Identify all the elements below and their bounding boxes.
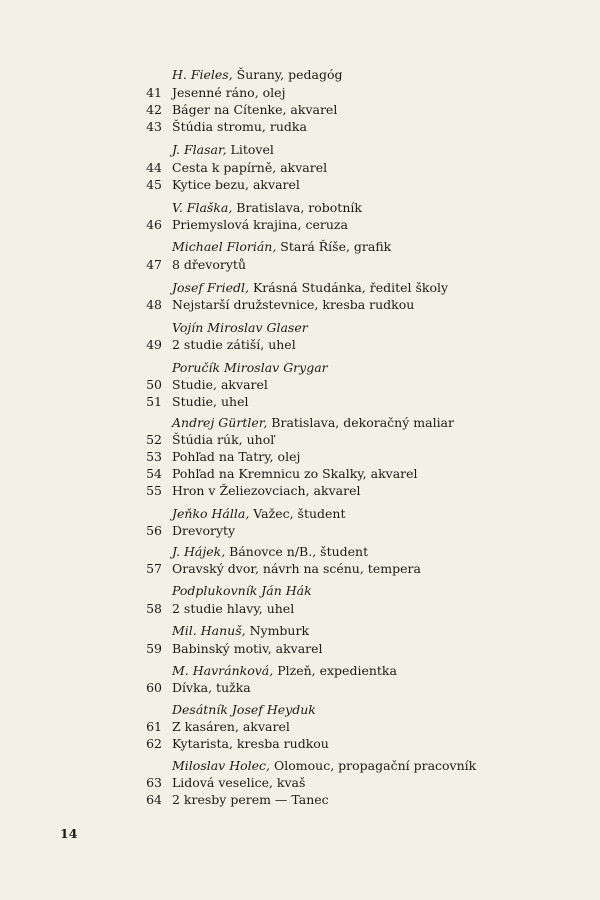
author-line — [172, 582, 312, 599]
work-title: Cesta k papírně, akvarel — [172, 160, 328, 175]
catalog-number: 44 — [146, 160, 162, 175]
author-line — [172, 757, 476, 774]
page-number: 14 — [60, 826, 78, 841]
author-line — [172, 622, 309, 639]
author-name: Andrej Gürtler, — [172, 415, 268, 430]
catalog-number: 62 — [146, 736, 162, 751]
work-title: 2 studie hlavy, uhel — [172, 601, 295, 616]
work-title: 2 kresby perem — Tanec — [172, 792, 329, 807]
catalog-number: 54 — [146, 466, 162, 481]
author-line — [172, 701, 316, 718]
author-name: V. Flaška, — [172, 200, 233, 215]
catalog-number: 49 — [146, 337, 162, 352]
author-details: Litovel — [226, 142, 274, 157]
author-name: Podplukovník Ján Hák — [172, 583, 312, 598]
author-line — [172, 319, 308, 336]
author-line — [172, 199, 362, 216]
catalog-number: 58 — [146, 601, 162, 616]
author-name: H. Fieles, — [172, 67, 233, 82]
work-title: Studie, akvarel — [172, 377, 268, 392]
work-title: Pohľad na Kremnicu zo Skalky, akvarel — [172, 466, 418, 481]
author-name: Mil. Hanuš, — [172, 623, 246, 638]
work-title: Pohľad na Tatry, olej — [172, 449, 301, 464]
author-details: Olomouc, propagační pracovník — [270, 758, 477, 773]
work-title: Štúdia stromu, rudka — [172, 119, 307, 134]
author-details: Nymburk — [245, 623, 310, 638]
author-line — [172, 662, 397, 679]
author-details: Krásná Studánka, ředitel školy — [248, 280, 449, 295]
author-name: Poručík Miroslav Grygar — [172, 360, 328, 375]
work-title: Báger na Cítenke, akvarel — [172, 102, 338, 117]
author-name: M. Havránková, — [172, 663, 274, 678]
work-title: Z kasáren, akvarel — [172, 719, 290, 734]
catalog-number: 45 — [146, 177, 162, 192]
work-title: Babinský motiv, akvarel — [172, 641, 323, 656]
work-title: Priemyslová krajina, ceruza — [172, 217, 348, 232]
work-title: Oravský dvor, návrh na scénu, tempera — [172, 561, 421, 576]
author-details: Bratislava, robotník — [232, 200, 362, 215]
author-details: Bánovce n/B., študent — [225, 544, 369, 559]
author-name: Desátník Josef Heyduk — [172, 702, 316, 717]
work-title: Hron v Želiezovciach, akvarel — [172, 483, 361, 498]
author-details: Bratislava, dekoračný maliar — [267, 415, 454, 430]
author-line — [172, 279, 448, 296]
author-name: Michael Florián, — [172, 239, 277, 254]
author-details: Stará Říše, grafik — [276, 239, 392, 254]
author-line — [172, 414, 454, 431]
catalog-number: 55 — [146, 483, 162, 498]
author-line — [172, 543, 368, 560]
catalog-number: 47 — [146, 257, 162, 272]
catalog-number: 53 — [146, 449, 162, 464]
work-title: Dívka, tužka — [172, 680, 251, 695]
work-title: Kytice bezu, akvarel — [172, 177, 300, 192]
author-line — [172, 66, 343, 83]
author-name: Josef Friedl, — [172, 280, 249, 295]
work-title: 8 dřevorytů — [172, 257, 246, 272]
author-line — [172, 238, 391, 255]
catalog-number: 43 — [146, 119, 162, 134]
catalog-number: 61 — [146, 719, 162, 734]
author-name: Vojín Miroslav Glaser — [172, 320, 308, 335]
work-title: Nejstarší družstevnice, kresba rudkou — [172, 297, 415, 312]
catalog-number: 63 — [146, 775, 162, 790]
author-name: J. Flasar, — [172, 142, 227, 157]
author-details: Važec, študent — [249, 506, 346, 521]
author-line — [172, 359, 328, 376]
catalog-number: 48 — [146, 297, 162, 312]
work-title: 2 studie zátiší, uhel — [172, 337, 296, 352]
catalog-number: 56 — [146, 523, 162, 538]
catalog-number: 60 — [146, 680, 162, 695]
catalog-number: 50 — [146, 377, 162, 392]
work-title: Lidová veselice, kvaš — [172, 775, 306, 790]
author-name: J. Hájek, — [172, 544, 226, 559]
work-title: Jesenné ráno, olej — [172, 85, 286, 100]
author-name: Miloslav Holec, — [172, 758, 271, 773]
work-title: Drevoryty — [172, 523, 236, 538]
work-title: Štúdia rúk, uhoľ — [172, 432, 275, 447]
catalog-number: 59 — [146, 641, 162, 656]
catalog-number: 41 — [146, 85, 162, 100]
catalog-number: 42 — [146, 102, 162, 117]
author-line — [172, 505, 346, 522]
author-line — [172, 141, 274, 158]
author-details: Plzeň, expedientka — [273, 663, 397, 678]
author-name: Jeňko Hálla, — [172, 506, 250, 521]
catalog-number: 52 — [146, 432, 162, 447]
work-title: Studie, uhel — [172, 394, 249, 409]
work-title: Kytarista, kresba rudkou — [172, 736, 329, 751]
author-details: Šurany, pedagóg — [232, 67, 343, 82]
catalog-number: 46 — [146, 217, 162, 232]
catalog-number: 57 — [146, 561, 162, 576]
catalog-number: 64 — [146, 792, 162, 807]
catalog-number: 51 — [146, 394, 162, 409]
